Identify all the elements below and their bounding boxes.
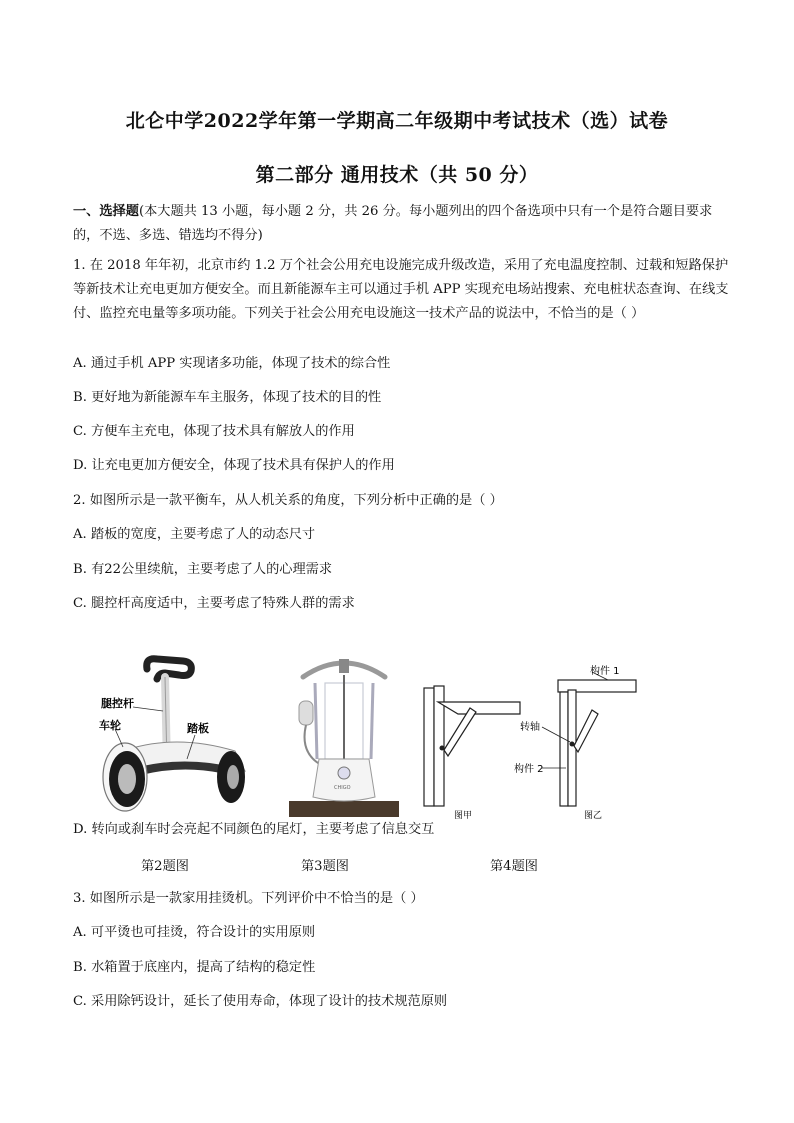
jia-brace xyxy=(444,708,476,756)
fig3-garment-steamer xyxy=(289,655,399,817)
yi-post-left xyxy=(560,692,568,806)
label-wheel: 车轮 xyxy=(99,719,121,732)
scooter-hub-left xyxy=(118,764,136,794)
label-part1: 构件 1 xyxy=(590,666,620,677)
label-jia: 图甲 xyxy=(454,811,473,821)
jia-arm xyxy=(438,702,520,714)
section-heading: 一、选择题 xyxy=(73,204,139,219)
q1-option-b: B. 更好地为新能源车车主服务，体现了技术的目的性 xyxy=(73,390,382,405)
steamer-pole-left xyxy=(315,683,317,759)
q2-stem: 2. 如图所示是一款平衡车，从人机关系的角度，下列分析中正确的是（ ） xyxy=(73,493,503,508)
fig4-yi-assembly xyxy=(542,672,636,806)
q1-option-a: A. 通过手机 APP 实现诸多功能，体现了技术的综合性 xyxy=(73,356,391,371)
steamer-knob xyxy=(338,767,350,779)
section-instructions xyxy=(73,200,733,248)
steamer-pole-right xyxy=(371,683,373,759)
caption-fig4: 第4题图 xyxy=(490,859,538,874)
q1-option-c: C. 方便车主充电，体现了技术具有解放人的作用 xyxy=(73,424,355,439)
yi-pivot xyxy=(570,742,575,747)
label-yi: 图乙 xyxy=(584,811,603,821)
q2-option-d: D. 转向或刹车时会亮起不同颜色的尾灯，主要考虑了信息交互 xyxy=(73,822,435,837)
scooter-hub-right xyxy=(227,765,239,789)
label-axis: 转轴 xyxy=(520,722,540,733)
q2-option-a: A. 踏板的宽度，主要考虑了人的动态尺寸 xyxy=(73,527,316,542)
q3-option-a: A. 可平烫也可挂烫，符合设计的实用原则 xyxy=(73,925,316,940)
q1-option-d: D. 让充电更加方便安全，体现了技术具有保护人的作用 xyxy=(73,458,395,473)
q3-option-b: B. 水箱置于底座内，提高了结构的稳定性 xyxy=(73,960,316,975)
steamer-brand: CHIGO xyxy=(334,785,351,791)
caption-fig2: 第2题图 xyxy=(141,859,189,874)
label-part2: 构件 2 xyxy=(514,764,544,775)
section-subtitle: 第二部分 通用技术（共 50 分） xyxy=(255,164,539,186)
caption-fig3: 第3题图 xyxy=(301,859,349,874)
steamer-hanger-top xyxy=(339,659,349,673)
steamer-floor xyxy=(289,801,399,817)
q3-stem: 3. 如图所示是一款家用挂烫机。下列评价中不恰当的是（ ） xyxy=(73,891,424,906)
scooter-handlebar xyxy=(147,659,192,679)
fig4-bracket-diagram xyxy=(418,660,638,822)
steamer-base xyxy=(313,759,375,801)
jia-post-left xyxy=(424,688,434,806)
part2-brace xyxy=(574,710,598,752)
q2-option-c: C. 腿控杆高度适中，主要考虑了特殊人群的需求 xyxy=(73,596,355,611)
fig2-balance-scooter xyxy=(95,655,255,815)
q3-option-c: C. 采用除钙设计，延长了使用寿命，体现了设计的技术规范原则 xyxy=(73,994,448,1009)
label-leg-rod: 腿控杆 xyxy=(101,697,134,710)
q1-stem: 1. 在 2018 年年初，北京市约 1.2 万个社会公用充电设施完成升级改造，采用了充电温度控制、过载和短路保护等新技术让充电更加方便安全。而且新能源车主可以通过手机 APP 实现充电场站搜索、充电桩状态查询、在线支付、监控充电量等多项功能。下列关于社会公用充电设施这一技术产品的说法中，不恰当的是（ ） xyxy=(73,258,729,321)
exam-title: 北仑中学2022学年第一学期高二年级期中考试技术（选）试卷 xyxy=(125,110,669,132)
fig4-jia-assembly xyxy=(424,686,520,806)
jia-pivot xyxy=(440,746,445,751)
label-pedal: 踏板 xyxy=(187,722,209,735)
leg-rod-pointer xyxy=(133,707,163,711)
q2-option-b: B. 有22公里续航，主要考虑了人的心理需求 xyxy=(73,562,333,577)
section-instructions-text: (本大题共 13 小题，每小题 2 分，共 26 分。每小题列出的四个备选项中只有一个是符合题目要求的，不选、多选、错选均不得分) xyxy=(73,204,713,243)
steamer-nozzle xyxy=(299,701,313,725)
